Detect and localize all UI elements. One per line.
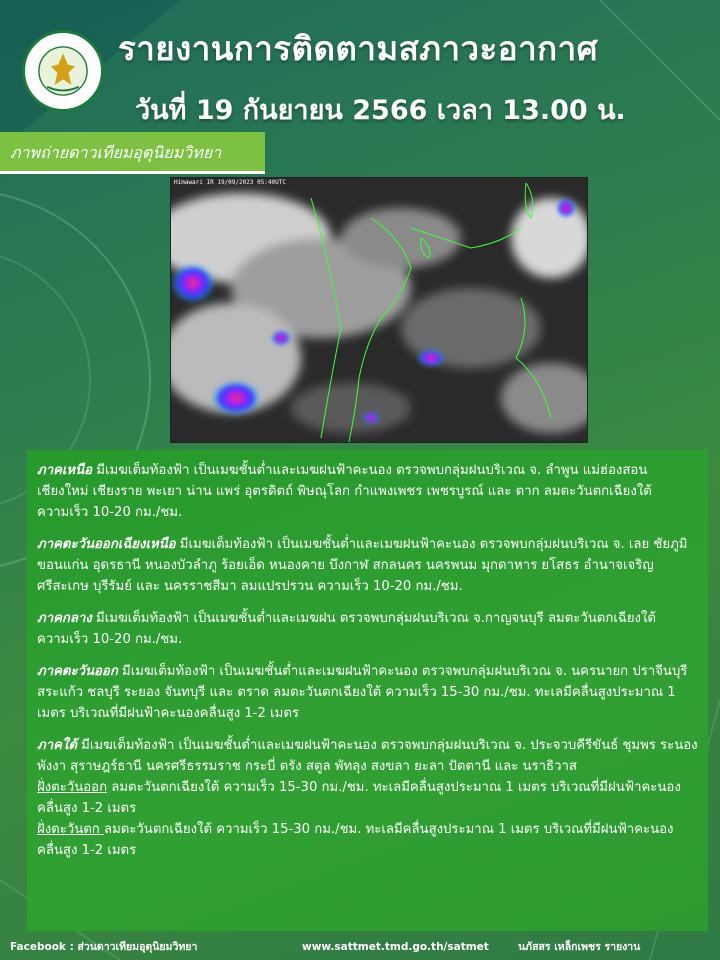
website-link[interactable]: www.sattmet.tmd.go.th/satmet xyxy=(302,941,489,953)
region-text: มีเมฆเต็มท้องฟ้า เป็นเมฆชั้นต่ำและเมฆฝนฟ้าคะนอง ตรวจพบกลุ่มฝนบริเวณ จ. เลย ชัยภูมิ ขอนแก่น อุดรธานี หนองบัวลำภู ร้อยเอ็ด หนองคาย บึงกาฬ สกลนคร นครพนม มุกดาหาร ยโสธร อำนาจเจริญ ศรีสะเกษ บุรีรัมย์ และ นครราชสีมา ลมแปรปรวน ความเร็ว 10-20 กม./ชม. xyxy=(37,537,688,594)
weather-report xyxy=(27,450,708,931)
region-northeast xyxy=(37,534,698,597)
region-south xyxy=(37,735,698,861)
footer xyxy=(0,934,720,960)
reporter-name: นภัสสร เหล็กเพชร รายงาน xyxy=(518,941,641,953)
region-name: ภาคเหนือ xyxy=(37,463,93,478)
satellite-picture xyxy=(171,178,587,442)
region-name: ภาคกลาง xyxy=(37,611,92,626)
region-east xyxy=(37,661,698,724)
region-north xyxy=(37,460,698,523)
section-label-satellite: ภาพถ่ายดาวเทียมอุตุนิยมวิทยา xyxy=(0,132,265,174)
west-coast-label: ฝั่งตะวันตก xyxy=(37,822,104,837)
region-name: ภาคใต้ xyxy=(37,738,77,753)
tmd-logo xyxy=(22,30,104,112)
region-name: ภาคตะวันออก xyxy=(37,664,118,679)
region-text: มีเมฆเต็มท้องฟ้า เป็นเมฆชั้นต่ำและเมฆฝน ตรวจพบกลุ่มฝนบริเวณ จ.กาญจนบุรี ลมตะวันตกเฉียงใต้ ความเร็ว 10-20 กม./ชม. xyxy=(37,611,656,647)
report-date: วันที่ 19 กันยายน 2566 เวลา 13.00 น. xyxy=(135,95,626,126)
region-name: ภาคตะวันออกเฉียงเหนือ xyxy=(37,537,176,552)
satellite-caption: Himawari IR 19/09/2023 05:40UTC xyxy=(174,179,286,186)
region-text: มีเมฆเต็มท้องฟ้า เป็นเมฆชั้นต่ำและเมฆฝนฟ้าคะนอง ตรวจพบกลุ่มฝนบริเวณ จ. ลำพูน แม่ฮ่องสอน เชียงใหม่ เชียงราย พะเยา น่าน แพร่ อุตรดิตถ์ พิษณุโลก กำแพงเพชร เพชรบูรณ์ และ ตาก ลมตะวันตกเฉียงใต้ ความเร็ว 10-20 กม./ชม. xyxy=(37,463,652,520)
satellite-image xyxy=(170,177,588,443)
region-text: มีเมฆเต็มท้องฟ้า เป็นเมฆชั้นต่ำและเมฆฝนฟ้าคะนอง ตรวจพบกลุ่มฝนบริเวณ จ. นครนายก ปราจีนบุรี สระแก้ว ชลบุรี ระยอง จันทบุรี และ ตราด ลมตะวันตกเฉียงใต้ ความเร็ว 15-30 กม./ชม. ทะเลมีคลื่นสูงประมาณ 1 เมตร บริเวณที่มีฝนฟ้าคะนองคลื่นสูง 1-2 เมตร xyxy=(37,664,688,721)
east-coast-label: ฝั่งตะวันออก xyxy=(37,780,108,795)
region-text: มีเมฆเต็มท้องฟ้า เป็นเมฆชั้นต่ำและเมฆฝนฟ้าคะนอง ตรวจพบกลุ่มฝนบริเวณ จ. ประจวบคีรีขันธ์ ชุมพร ระนอง พังงา สุราษฎร์ธานี นครศรีธรรมราช กระบี่ ตรัง สตูล พัทลุง สงขลา ยะลา ปัตตานี และ นราธิวาส xyxy=(37,738,698,774)
page-title: รายงานการติดตามสภาวะอากาศ xyxy=(118,29,599,68)
east-coast-text: ลมตะวันตกเฉียงใต้ ความเร็ว 15-30 กม./ชม. ทะเลมีคลื่นสูงประมาณ 1 เมตร บริเวณที่มีฝนฟ้าคะนองคลื่นสูง 1-2 เมตร xyxy=(37,780,681,816)
facebook-link[interactable]: Facebook : ส่วนดาวเทียมอุตุนิยมวิทยา xyxy=(10,941,198,953)
west-coast-text: ลมตะวันตกเฉียงใต้ ความเร็ว 15-30 กม./ชม. ทะเลมีคลื่นสูงประมาณ 1 เมตร บริเวณที่มีฝนฟ้าคะนองคลื่นสูง 1-2 เมตร xyxy=(37,822,674,858)
region-central xyxy=(37,608,698,650)
